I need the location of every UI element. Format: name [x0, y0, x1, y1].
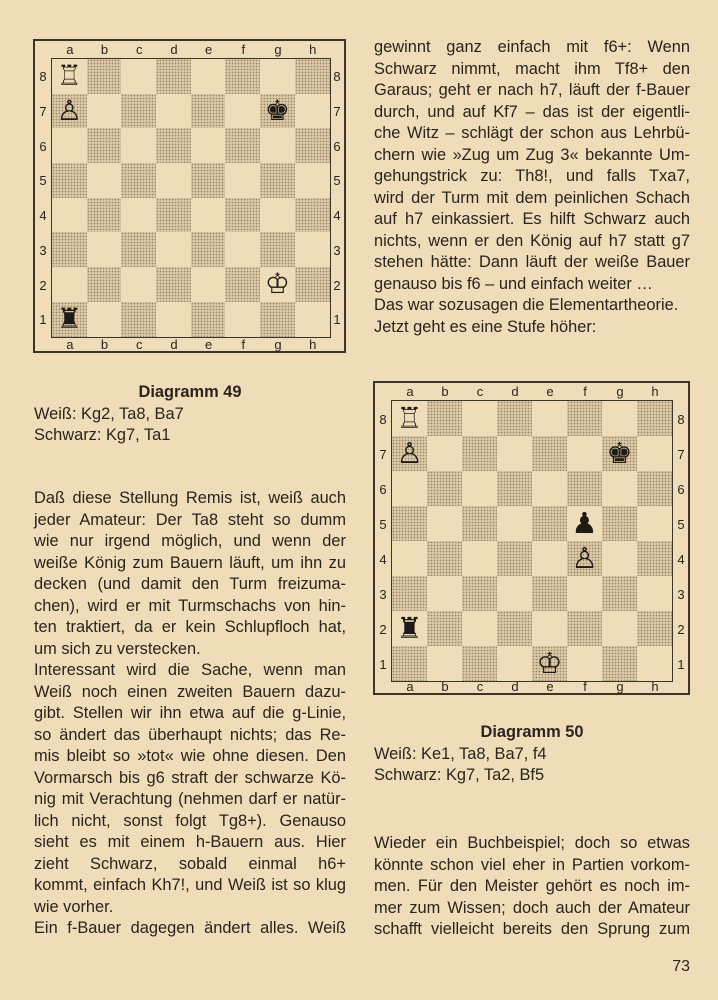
white-king-piece: ♔	[536, 646, 563, 680]
square-d2	[156, 267, 191, 302]
square-b3	[427, 576, 462, 611]
rank-label-left-8: 8	[39, 69, 47, 85]
black-king-piece: ♚	[264, 94, 291, 128]
rank-label-right-7: 7	[677, 446, 685, 462]
square-f6	[567, 471, 602, 506]
square-b2	[427, 611, 462, 646]
square-e6	[532, 471, 567, 506]
rank-label-right-5: 5	[677, 516, 685, 532]
square-d4	[497, 541, 532, 576]
rank-label-left-1: 1	[39, 312, 47, 328]
square-f7	[225, 94, 260, 129]
file-label-bottom-e: e	[205, 337, 213, 352]
text-line: che Witz – schlägt der schon aus Lehrbü-	[374, 124, 690, 142]
square-a5	[392, 506, 427, 541]
text-line: lich nicht, sonst folgt Tg8+). Genauso	[34, 811, 346, 830]
file-label-top-g: g	[616, 384, 624, 399]
text-line: könnte schon viel eher in Partien vorkom-	[374, 855, 690, 874]
text-line: Wieder ein Buchbeispiel; doch so etwas	[374, 834, 690, 852]
file-label-top-c: c	[135, 42, 143, 57]
square-b7	[87, 94, 122, 129]
text-line: Daß diese Stellung Remis ist, weiß auch	[34, 489, 346, 507]
square-b4	[87, 198, 122, 233]
text-line: wird der Turm mit dem peinlichen Schach	[374, 188, 690, 207]
text-line: Interessant wird die Sache, wenn man	[34, 661, 346, 679]
text-line: mis bleibt so »tot« wie ohne diesen. Den	[34, 747, 346, 765]
file-label-bottom-e: e	[546, 679, 554, 694]
square-d7	[156, 94, 191, 129]
text-line: mer zum Wissen; doch auch der Amateur	[374, 898, 690, 917]
black-rook-piece: ♜	[56, 302, 82, 336]
square-c1	[462, 646, 497, 681]
rank-label-left-7: 7	[39, 104, 47, 120]
square-h5	[637, 506, 672, 541]
file-label-bottom-g: g	[274, 337, 282, 352]
text-line: so ändert das überhaupt nichts; das Re-	[34, 725, 346, 744]
square-c3	[121, 232, 156, 267]
rank-label-right-4: 4	[333, 208, 341, 224]
text-line: zieht Schwarz, sobald einmal h6+	[34, 854, 346, 873]
text-line: stehen hätte: Dann läuft der weiße Bauer	[374, 253, 690, 271]
square-b5	[427, 506, 462, 541]
file-label-top-f: f	[583, 384, 587, 399]
text-line: Garaus; geht er nach h7, läuft der f-Bauer	[374, 81, 690, 99]
square-c2	[462, 611, 497, 646]
square-a2	[392, 611, 427, 646]
rank-label-left-4: 4	[379, 551, 387, 567]
square-d6	[497, 471, 532, 506]
text-line: Das war sozusagen die Elementartheorie.	[374, 296, 679, 314]
file-label-top-b: b	[441, 384, 449, 399]
square-h1	[637, 646, 672, 681]
text-line: Jetzt geht es eine Stufe höher:	[374, 317, 597, 336]
square-b1	[87, 302, 122, 337]
rank-label-right-6: 6	[677, 481, 685, 497]
square-e5	[191, 163, 226, 198]
file-label-bottom-h: h	[651, 679, 659, 694]
text-line: sieht es mit einem h-Bauern aus. Hier	[34, 833, 346, 851]
square-e1	[532, 646, 567, 681]
text-line: nig mit Verachtung (nehmen darf er natür-	[34, 790, 346, 808]
square-d6	[156, 128, 191, 163]
square-f6	[225, 128, 260, 163]
square-g7	[260, 94, 295, 129]
diagram-50-white: Weiß: Ke1, Ta8, Ba7, f4	[374, 745, 547, 763]
square-h3	[637, 576, 672, 611]
square-g4	[260, 198, 295, 233]
square-b6	[87, 128, 122, 163]
file-label-top-h: h	[651, 384, 659, 399]
square-g6	[602, 471, 637, 506]
rank-label-left-7: 7	[379, 446, 387, 462]
file-label-bottom-d: d	[511, 679, 519, 694]
square-h6	[637, 471, 672, 506]
square-f2	[567, 611, 602, 646]
square-h8	[637, 401, 672, 436]
white-pawn-piece: ♙	[56, 94, 82, 128]
square-c2	[121, 267, 156, 302]
text-line: um sich zu verstecken.	[34, 639, 201, 658]
square-d3	[497, 576, 532, 611]
text-line: schafft vielleicht bereits den Sprung zum	[374, 920, 690, 938]
diagram-50-black: Schwarz: Kg7, Ta2, Bf5	[374, 766, 545, 784]
square-e1	[191, 302, 226, 337]
rank-label-left-2: 2	[379, 621, 387, 637]
square-c7	[121, 94, 156, 129]
square-a3	[392, 576, 427, 611]
file-label-bottom-h: h	[309, 337, 317, 352]
diagram-49-black: Schwarz: Kg7, Ta1	[34, 426, 171, 444]
square-a3	[52, 232, 87, 267]
square-a7	[52, 94, 87, 129]
text-line: genauso bis f6 – und einfach weiter …	[374, 274, 653, 293]
rank-label-right-3: 3	[333, 242, 341, 258]
square-f3	[567, 576, 602, 611]
square-c4	[121, 198, 156, 233]
square-e5	[532, 506, 567, 541]
square-e7	[532, 436, 567, 471]
square-b4	[427, 541, 462, 576]
square-d4	[156, 198, 191, 233]
square-a4	[392, 541, 427, 576]
file-label-top-e: e	[205, 42, 213, 57]
file-label-top-g: g	[274, 42, 282, 57]
square-b1	[427, 646, 462, 681]
square-h4	[295, 198, 330, 233]
rank-label-right-2: 2	[677, 621, 685, 637]
square-a8	[392, 401, 427, 436]
square-f8	[567, 401, 602, 436]
text-line: gehungstrick zu: Th8!, und falls Txa7,	[374, 167, 690, 185]
file-label-bottom-f: f	[583, 679, 587, 694]
square-c1	[121, 302, 156, 337]
file-label-top-f: f	[241, 42, 246, 57]
square-d3	[156, 232, 191, 267]
square-h5	[295, 163, 330, 198]
square-d8	[156, 59, 191, 94]
rank-label-left-1: 1	[379, 656, 387, 672]
rank-label-left-3: 3	[39, 242, 47, 258]
file-label-bottom-a: a	[66, 337, 74, 352]
square-a1	[392, 646, 427, 681]
square-f5	[567, 506, 602, 541]
square-e2	[532, 611, 567, 646]
file-label-top-h: h	[309, 42, 317, 57]
white-pawn-piece: ♙	[571, 541, 598, 575]
file-label-top-d: d	[170, 42, 178, 57]
square-f1	[567, 646, 602, 681]
square-d5	[497, 506, 532, 541]
square-f4	[567, 541, 602, 576]
text-line: Schwarz nimmt, macht ihm Tf8+ den	[374, 59, 690, 78]
square-g4	[602, 541, 637, 576]
text-line: kommt, einfach Kh7!, und Weiß ist so klug	[34, 876, 346, 894]
square-e8	[191, 59, 226, 94]
square-g2	[260, 267, 295, 302]
text-line: wie vorher.	[34, 897, 114, 916]
square-g5	[602, 506, 637, 541]
rank-label-right-4: 4	[677, 551, 685, 567]
text-line: weiße König zum Bauern läuft, um ihn zu	[34, 553, 346, 572]
square-a2	[52, 267, 87, 302]
square-h8	[295, 59, 330, 94]
square-d5	[156, 163, 191, 198]
square-e7	[191, 94, 226, 129]
rank-label-left-5: 5	[39, 173, 47, 189]
square-e2	[191, 267, 226, 302]
square-a6	[392, 471, 427, 506]
rank-label-left-3: 3	[379, 586, 387, 602]
board-grid	[51, 58, 331, 338]
square-b6	[427, 471, 462, 506]
diagram-49-white: Weiß: Kg2, Ta8, Ba7	[34, 405, 184, 423]
text-line: chen), wird er mit Turmschachs von hin-	[34, 596, 346, 615]
square-d8	[497, 401, 532, 436]
square-c6	[121, 128, 156, 163]
diagram-50-title: Diagramm 50	[480, 723, 584, 741]
file-label-bottom-b: b	[441, 679, 449, 694]
rank-label-right-1: 1	[333, 312, 341, 328]
text-line: durch, und auf Kf7 – das ist der eigentli-	[374, 102, 690, 121]
square-c7	[462, 436, 497, 471]
text-line: ten traktiert, da er kein Schlupfloch hat,	[34, 618, 346, 636]
square-d7	[497, 436, 532, 471]
text-line: wie nur irgend möglich, und wenn der	[34, 532, 346, 550]
file-label-bottom-c: c	[476, 679, 484, 694]
board-grid	[391, 400, 673, 682]
text-line: Ein f-Bauer dagegen ändert alles. Weiß	[34, 919, 346, 937]
rank-label-left-8: 8	[379, 411, 387, 427]
text-line: decken (und damit den Turm freizuma-	[34, 575, 346, 593]
white-rook-piece: ♖	[396, 401, 423, 435]
square-f3	[225, 232, 260, 267]
rank-label-right-5: 5	[333, 173, 341, 189]
file-label-bottom-c: c	[135, 337, 143, 352]
text-line: men. Für den Meister gehört es noch im-	[374, 877, 690, 895]
left-column-text	[34, 488, 346, 940]
square-e4	[191, 198, 226, 233]
text-line: gewinnt ganz einfach mit f6+: Wenn	[374, 38, 690, 56]
file-label-bottom-a: a	[406, 679, 414, 694]
black-king-piece: ♚	[606, 436, 633, 470]
text-line: auf h7 einkassiert. Es hilft Schwarz auch	[374, 210, 690, 228]
file-label-top-e: e	[546, 384, 554, 399]
square-f8	[225, 59, 260, 94]
rank-label-right-8: 8	[677, 411, 685, 427]
square-b8	[87, 59, 122, 94]
diagram-49-title: Diagramm 49	[138, 383, 242, 401]
text-line: nichts, wenn er den König auf h7 statt g7	[374, 231, 690, 250]
text-line: jeder Amateur: Der Ta8 steht so dumm	[34, 510, 346, 529]
square-g8	[602, 401, 637, 436]
white-pawn-piece: ♙	[396, 436, 423, 470]
square-a5	[52, 163, 87, 198]
rank-label-left-5: 5	[379, 516, 387, 532]
file-label-top-b: b	[100, 42, 109, 57]
square-g3	[260, 232, 295, 267]
square-h4	[637, 541, 672, 576]
square-b2	[87, 267, 122, 302]
square-b8	[427, 401, 462, 436]
rank-label-left-4: 4	[39, 208, 47, 224]
square-g5	[260, 163, 295, 198]
text-line: gibt. Stellen wir ihn etwa auf die g-Linie,	[34, 704, 346, 722]
square-c4	[462, 541, 497, 576]
square-g6	[260, 128, 295, 163]
file-label-top-a: a	[406, 384, 414, 399]
square-g2	[602, 611, 637, 646]
square-b3	[87, 232, 122, 267]
file-label-top-a: a	[66, 42, 74, 57]
black-pawn-piece: ♟	[571, 506, 598, 540]
square-e8	[532, 401, 567, 436]
diagram-50-caption	[374, 722, 690, 786]
file-label-bottom-f: f	[241, 337, 246, 352]
square-f4	[225, 198, 260, 233]
rank-label-right-6: 6	[333, 138, 341, 154]
text-line: Vormarsch bis g6 straft der schwarze Kö-	[34, 768, 346, 787]
square-c6	[462, 471, 497, 506]
square-h2	[637, 611, 672, 646]
square-b5	[87, 163, 122, 198]
square-d2	[497, 611, 532, 646]
square-c8	[462, 401, 497, 436]
square-c5	[462, 506, 497, 541]
square-c3	[462, 576, 497, 611]
square-e3	[532, 576, 567, 611]
page-number: 73	[672, 958, 690, 975]
square-d1	[156, 302, 191, 337]
rank-label-left-6: 6	[379, 481, 387, 497]
white-king-piece: ♔	[264, 267, 291, 301]
square-a7	[392, 436, 427, 471]
right-column-bottom-text	[374, 833, 690, 941]
square-a8	[52, 59, 87, 94]
square-a4	[52, 198, 87, 233]
square-g1	[260, 302, 295, 337]
rank-label-left-2: 2	[39, 277, 47, 293]
file-label-top-c: c	[476, 384, 484, 399]
square-g8	[260, 59, 295, 94]
file-label-top-d: d	[511, 384, 519, 399]
square-h2	[295, 267, 330, 302]
square-f7	[567, 436, 602, 471]
rank-label-right-8: 8	[333, 69, 341, 85]
rank-label-right-7: 7	[333, 104, 341, 120]
text-line: Weiß noch einen zweiten Bauern dazu-	[34, 682, 346, 701]
black-rook-piece: ♜	[396, 611, 423, 645]
square-c5	[121, 163, 156, 198]
file-label-bottom-b: b	[100, 337, 109, 352]
square-d1	[497, 646, 532, 681]
square-c8	[121, 59, 156, 94]
square-f2	[225, 267, 260, 302]
diagram-49-caption	[34, 382, 346, 446]
square-f1	[225, 302, 260, 337]
square-h1	[295, 302, 330, 337]
square-h6	[295, 128, 330, 163]
square-h7	[637, 436, 672, 471]
square-g3	[602, 576, 637, 611]
rank-label-right-3: 3	[677, 586, 685, 602]
text-line: chern wie »Zug um Zug 3« bekannte Um-	[374, 145, 690, 164]
rank-label-right-2: 2	[333, 277, 341, 293]
square-b7	[427, 436, 462, 471]
square-h7	[295, 94, 330, 129]
file-label-bottom-g: g	[616, 679, 624, 694]
white-rook-piece: ♖	[56, 59, 82, 93]
square-e3	[191, 232, 226, 267]
square-g7	[602, 436, 637, 471]
file-label-bottom-d: d	[170, 337, 178, 352]
square-f5	[225, 163, 260, 198]
rank-label-right-1: 1	[677, 656, 685, 672]
square-g1	[602, 646, 637, 681]
square-e4	[532, 541, 567, 576]
rank-label-left-6: 6	[39, 138, 47, 154]
square-a1	[52, 302, 87, 337]
square-a6	[52, 128, 87, 163]
square-h3	[295, 232, 330, 267]
right-column-top-text	[374, 37, 690, 338]
square-e6	[191, 128, 226, 163]
